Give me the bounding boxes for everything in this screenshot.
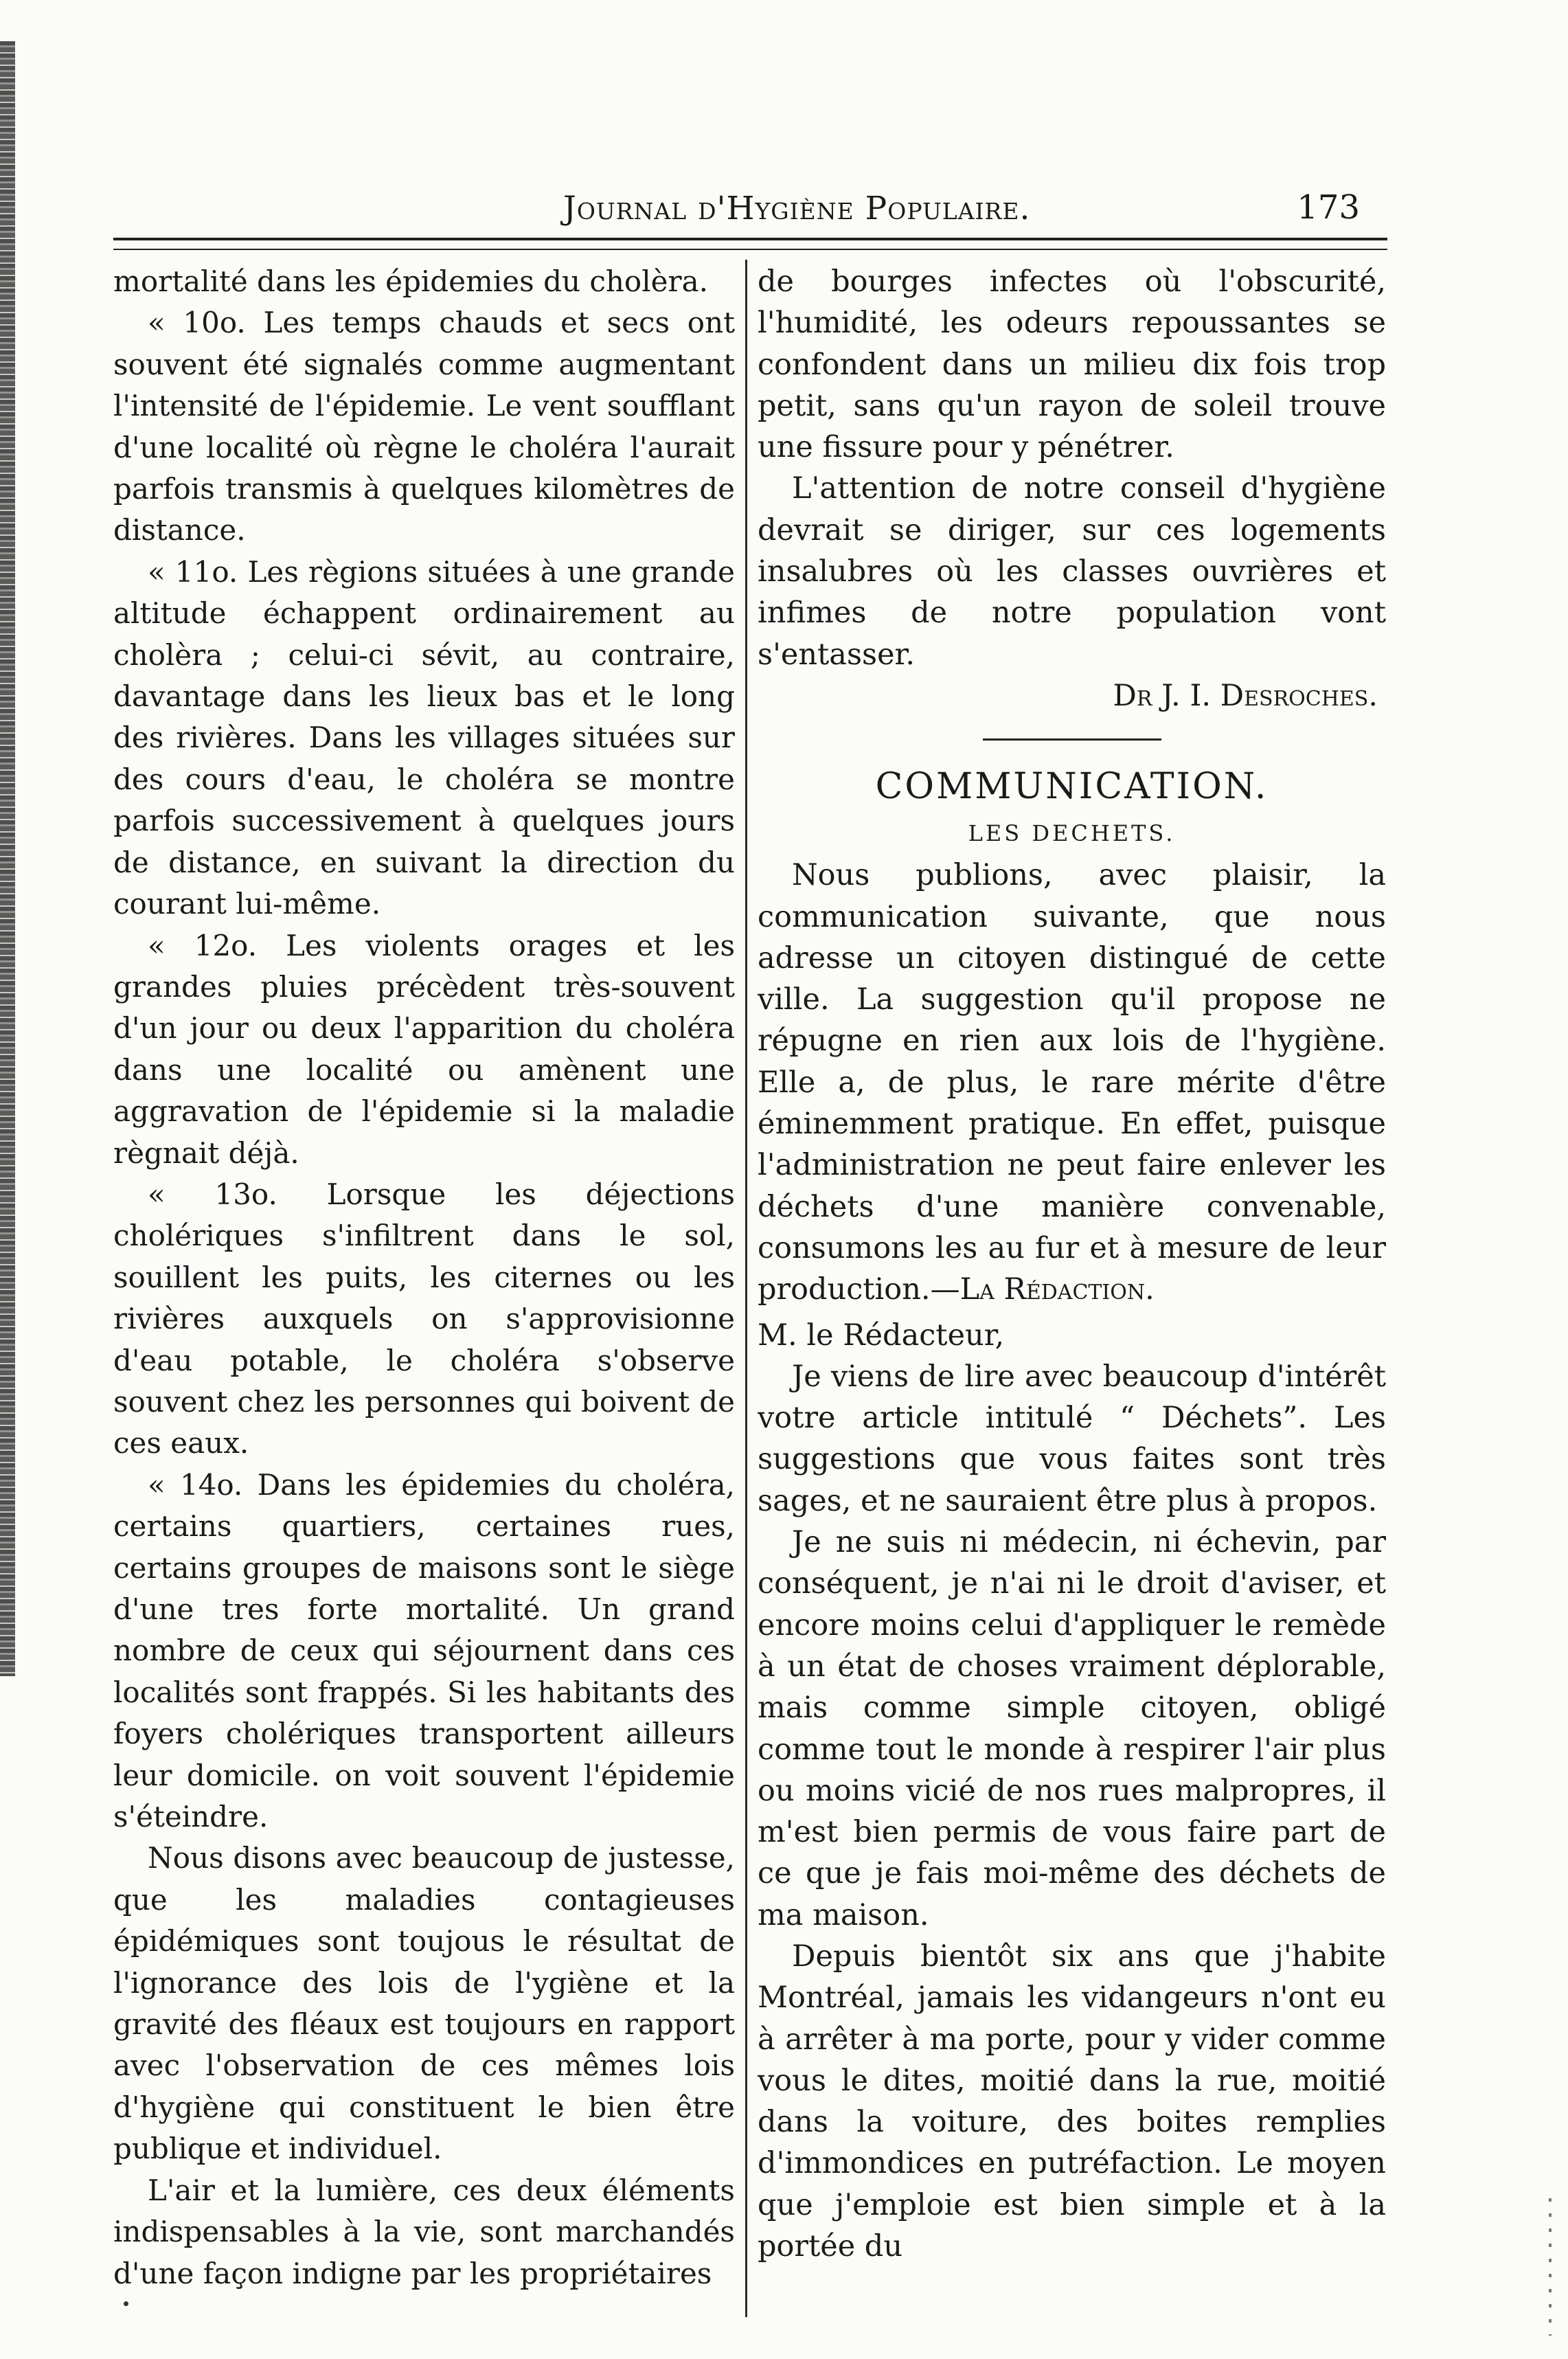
paragraph: « 10o. Les temps chauds et secs ont souvent été signalés comme augmentant l'intensité de l'épidemie. Le vent soufflant d'une localité où règne le choléra l'aurait parfois transmis à quelques kilomètres de distance. (113, 306, 735, 548)
left-column (113, 261, 735, 2318)
intro-text: Nous publions, avec plaisir, la communication suivante, que nous adresse un citoyen distingué de cette ville. La suggestion qu'il propose ne répugne en rien aux lois de l'hygiène. Elle a, de plus, le rare mérite d'être éminemment pratique. En effet, puisque l'administration ne peut faire enlever les déchets d'une manière convenable, consumons les au fur et à mesure de leur production. (758, 858, 1386, 1307)
author-signature: Dr J. I. Desroches. (1113, 678, 1378, 713)
scan-edge-marks (1549, 2198, 1552, 2336)
paragraph: « 13o. Lorsque les déjections cholériques s'infiltrent dans le sol, souillent les puits, les citernes ou les rivières auxquels on s'approvisionne d'eau potable, le choléra s'observe souvent chez les personnes qui boivent de ces eaux. (113, 1177, 735, 1460)
section-title: COMMUNICATION. (875, 766, 1269, 808)
paragraph: L'air et la lumière, ces deux éléments indispensables à la vie, sont marchandés d'une façon indigne par les propriétaires (113, 2173, 735, 2290)
closing-paragraph: L'attention de notre conseil d'hygiène devrait se diriger, sur ces logements insalubres où les classes ouvrières et infimes de notre population vont s'entasser. (758, 471, 1386, 672)
intro-credit: —La Rédaction. (930, 1272, 1155, 1307)
letter-paragraph: Je viens de lire avec beaucoup d'intérêt votre article intitulé “ Déchets”. Les suggestions que vous faites sont très sages, et ne sauraient être plus à propos. (758, 1359, 1386, 1518)
section-subtitle: LES DECHETS. (968, 820, 1176, 847)
binding-edge (0, 41, 15, 1676)
print-speck (124, 2301, 128, 2306)
letter-paragraph: Je ne suis ni médecin, ni échevin, par conséquent, je n'ai ni le droit d'aviser, et encore moins celui d'appliquer le remède à un état de choses vraiment déplorable, mais comme simple citoyen, obligé comme tout le monde à respirer l'air plus ou moins vicié de nos rues malpropres, il m'est bien permis de vous faire part de ce que je fais moi-même des déchets de ma maison. (758, 1525, 1386, 1932)
paragraph: Nous disons avec beaucoup de justesse, que les maladies contagieuses épidémiques sont toujous le résultat de l'ignorance des lois de l'ygiène et la gravité des fléaux est toujours en rapport avec l'observation de ces mêmes lois d'hygiène qui constituent le bien être publique et individuel. (113, 1841, 735, 2166)
page-header (110, 184, 1401, 232)
paragraph: « 14o. Dans les épidemies du choléra, certains quartiers, certaines rues, certains groupes de maisons sont le siège d'une tres forte mortalité. Un grand nombre de ceux qui séjournent dans ces localités sont frappés. Si les habitants des foyers cholériques transportent ailleurs leur domicile. on voit souvent l'épidemie s'éteindre. (113, 1467, 735, 1834)
header-rule (113, 238, 1387, 250)
paragraph: mortalité dans les épidemies du cholèra. (113, 264, 708, 298)
letter-salutation: M. le Rédacteur, (758, 1318, 1005, 1353)
editorial-intro (758, 855, 1386, 1310)
section-rule (983, 738, 1161, 741)
paragraph: « 11o. Les règions situées à une grande altitude échappent ordinairement au cholèra ; celui-ci sévit, au contraire, davantage dans les lieux bas et le long des rivières. Dans les villages situées sur des cours d'eau, le choléra se montre parfois successivement à quelques jours de distance, en suivant la direction du courant lui-même. (113, 554, 735, 921)
right-column (758, 261, 1386, 2318)
paragraph: « 12o. Les violents orages et les grandes pluies précèdent très-souvent d'un jour ou deux l'apparition du choléra dans une localité ou amènent une aggravation de l'épidemie si la maladie règnait déjà. (113, 928, 735, 1170)
continuation-paragraph: de bourges infectes où l'obscurité, l'humidité, les odeurs repoussantes se confondent dans un milieu dix fois trop petit, sans qu'un rayon de soleil trouve une fissure pour y pénétrer. (758, 264, 1386, 465)
page-number: 173 (1297, 188, 1360, 227)
column-divider (745, 260, 747, 2317)
running-title: Journal d'Hygiène Populaire. (563, 190, 1031, 227)
letter-paragraph: Depuis bientôt six ans que j'habite Montréal, jamais les vidangeurs n'ont eu à arrêter à ma porte, pour y vider comme vous le dites, moitié dans la rue, moitié dans la voiture, des boites remplies d'immondices en putréfaction. Le moyen que j'emploie est bien simple et à la portée du (758, 1939, 1386, 2264)
